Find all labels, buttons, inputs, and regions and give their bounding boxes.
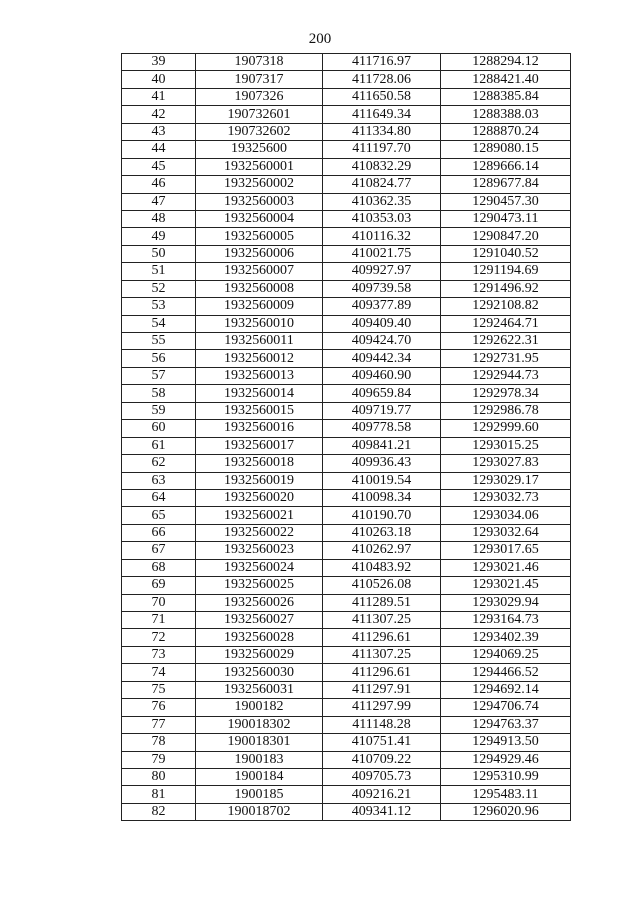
- row-index-cell: 39: [122, 54, 196, 71]
- y-coordinate-cell: 1288870.24: [441, 123, 571, 140]
- table-row: [122, 559, 571, 576]
- x-coordinate-cell: 410353.03: [323, 210, 441, 227]
- row-index-cell: 70: [122, 594, 196, 611]
- row-index-cell: 56: [122, 350, 196, 367]
- row-index-cell: 74: [122, 664, 196, 681]
- row-index-cell: 48: [122, 210, 196, 227]
- x-coordinate-cell: 410263.18: [323, 524, 441, 541]
- row-index-cell: 71: [122, 612, 196, 629]
- row-index-cell: 72: [122, 629, 196, 646]
- y-coordinate-cell: 1293021.45: [441, 577, 571, 594]
- y-coordinate-cell: 1292622.31: [441, 333, 571, 350]
- point-id-cell: 1932560030: [196, 664, 323, 681]
- row-index-cell: 40: [122, 71, 196, 88]
- y-coordinate-cell: 1289677.84: [441, 176, 571, 193]
- point-id-cell: 1932560011: [196, 333, 323, 350]
- row-index-cell: 47: [122, 193, 196, 210]
- point-id-cell: 1932560017: [196, 437, 323, 454]
- x-coordinate-cell: 410116.32: [323, 228, 441, 245]
- x-coordinate-cell: 409442.34: [323, 350, 441, 367]
- table-row: [122, 210, 571, 227]
- table-row: [122, 716, 571, 733]
- y-coordinate-cell: 1289080.15: [441, 141, 571, 158]
- y-coordinate-cell: 1293032.64: [441, 524, 571, 541]
- y-coordinate-cell: 1294692.14: [441, 681, 571, 698]
- table-row: [122, 176, 571, 193]
- y-coordinate-cell: 1294913.50: [441, 734, 571, 751]
- x-coordinate-cell: 410262.97: [323, 542, 441, 559]
- point-id-cell: 1907326: [196, 88, 323, 105]
- x-coordinate-cell: 411716.97: [323, 54, 441, 71]
- table-row: [122, 751, 571, 768]
- page-number: 200: [308, 31, 332, 47]
- y-coordinate-cell: 1294466.52: [441, 664, 571, 681]
- y-coordinate-cell: 1293021.46: [441, 559, 571, 576]
- y-coordinate-cell: 1293027.83: [441, 455, 571, 472]
- y-coordinate-cell: 1290473.11: [441, 210, 571, 227]
- point-id-cell: 1932560014: [196, 385, 323, 402]
- row-index-cell: 41: [122, 88, 196, 105]
- y-coordinate-cell: 1296020.96: [441, 803, 571, 820]
- row-index-cell: 68: [122, 559, 196, 576]
- x-coordinate-cell: 411289.51: [323, 594, 441, 611]
- point-id-cell: 1932560019: [196, 472, 323, 489]
- y-coordinate-cell: 1288388.03: [441, 106, 571, 123]
- coordinates-table: [121, 53, 571, 821]
- table-row: [122, 594, 571, 611]
- coordinates-table-body: [122, 54, 571, 821]
- y-coordinate-cell: 1294069.25: [441, 646, 571, 663]
- row-index-cell: 50: [122, 245, 196, 262]
- row-index-cell: 52: [122, 280, 196, 297]
- table-row: [122, 472, 571, 489]
- x-coordinate-cell: 409216.21: [323, 786, 441, 803]
- table-row: [122, 245, 571, 262]
- row-index-cell: 62: [122, 455, 196, 472]
- row-index-cell: 76: [122, 699, 196, 716]
- point-id-cell: 1932560013: [196, 367, 323, 384]
- x-coordinate-cell: 411334.80: [323, 123, 441, 140]
- row-index-cell: 53: [122, 298, 196, 315]
- point-id-cell: 1932560027: [196, 612, 323, 629]
- x-coordinate-cell: 411649.34: [323, 106, 441, 123]
- row-index-cell: 77: [122, 716, 196, 733]
- row-index-cell: 43: [122, 123, 196, 140]
- table-row: [122, 489, 571, 506]
- point-id-cell: 1932560003: [196, 193, 323, 210]
- table-row: [122, 664, 571, 681]
- table-row: [122, 71, 571, 88]
- row-index-cell: 44: [122, 141, 196, 158]
- y-coordinate-cell: 1292978.34: [441, 385, 571, 402]
- point-id-cell: 1932560005: [196, 228, 323, 245]
- row-index-cell: 59: [122, 402, 196, 419]
- y-coordinate-cell: 1293032.73: [441, 489, 571, 506]
- y-coordinate-cell: 1293402.39: [441, 629, 571, 646]
- table-row: [122, 228, 571, 245]
- x-coordinate-cell: 411148.28: [323, 716, 441, 733]
- table-row: [122, 577, 571, 594]
- row-index-cell: 46: [122, 176, 196, 193]
- y-coordinate-cell: 1293017.65: [441, 542, 571, 559]
- table-row: [122, 786, 571, 803]
- x-coordinate-cell: 410019.54: [323, 472, 441, 489]
- table-row: [122, 542, 571, 559]
- y-coordinate-cell: 1294706.74: [441, 699, 571, 716]
- table-row: [122, 402, 571, 419]
- table-row: [122, 54, 571, 71]
- table-row: [122, 333, 571, 350]
- y-coordinate-cell: 1294763.37: [441, 716, 571, 733]
- point-id-cell: 1900185: [196, 786, 323, 803]
- x-coordinate-cell: 409778.58: [323, 420, 441, 437]
- x-coordinate-cell: 410526.08: [323, 577, 441, 594]
- x-coordinate-cell: 411307.25: [323, 612, 441, 629]
- point-id-cell: 1907318: [196, 54, 323, 71]
- row-index-cell: 58: [122, 385, 196, 402]
- point-id-cell: 190018702: [196, 803, 323, 820]
- row-index-cell: 75: [122, 681, 196, 698]
- point-id-cell: 1932560015: [196, 402, 323, 419]
- row-index-cell: 49: [122, 228, 196, 245]
- table-row: [122, 315, 571, 332]
- y-coordinate-cell: 1293034.06: [441, 507, 571, 524]
- point-id-cell: 190018301: [196, 734, 323, 751]
- table-row: [122, 420, 571, 437]
- x-coordinate-cell: 409739.58: [323, 280, 441, 297]
- x-coordinate-cell: 410362.35: [323, 193, 441, 210]
- table-row: [122, 141, 571, 158]
- table-row: [122, 263, 571, 280]
- point-id-cell: 1900182: [196, 699, 323, 716]
- point-id-cell: 1932560023: [196, 542, 323, 559]
- point-id-cell: 1932560031: [196, 681, 323, 698]
- table-row: [122, 681, 571, 698]
- row-index-cell: 78: [122, 734, 196, 751]
- x-coordinate-cell: 409841.21: [323, 437, 441, 454]
- row-index-cell: 64: [122, 489, 196, 506]
- point-id-cell: 190018302: [196, 716, 323, 733]
- row-index-cell: 67: [122, 542, 196, 559]
- point-id-cell: 190732601: [196, 106, 323, 123]
- x-coordinate-cell: 409936.43: [323, 455, 441, 472]
- y-coordinate-cell: 1291496.92: [441, 280, 571, 297]
- table-row: [122, 88, 571, 105]
- row-index-cell: 63: [122, 472, 196, 489]
- x-coordinate-cell: 410832.29: [323, 158, 441, 175]
- point-id-cell: 1932560009: [196, 298, 323, 315]
- x-coordinate-cell: 410483.92: [323, 559, 441, 576]
- row-index-cell: 65: [122, 507, 196, 524]
- point-id-cell: 1932560025: [196, 577, 323, 594]
- x-coordinate-cell: 411296.61: [323, 664, 441, 681]
- point-id-cell: 1900183: [196, 751, 323, 768]
- x-coordinate-cell: 411297.99: [323, 699, 441, 716]
- table-row: [122, 298, 571, 315]
- row-index-cell: 61: [122, 437, 196, 454]
- y-coordinate-cell: 1292108.82: [441, 298, 571, 315]
- row-index-cell: 57: [122, 367, 196, 384]
- x-coordinate-cell: 409659.84: [323, 385, 441, 402]
- x-coordinate-cell: 409377.89: [323, 298, 441, 315]
- row-index-cell: 69: [122, 577, 196, 594]
- y-coordinate-cell: 1290847.20: [441, 228, 571, 245]
- point-id-cell: 1900184: [196, 768, 323, 785]
- table-row: [122, 123, 571, 140]
- x-coordinate-cell: 411307.25: [323, 646, 441, 663]
- table-row: [122, 437, 571, 454]
- x-coordinate-cell: 410751.41: [323, 734, 441, 751]
- point-id-cell: 190732602: [196, 123, 323, 140]
- point-id-cell: 1932560022: [196, 524, 323, 541]
- row-index-cell: 42: [122, 106, 196, 123]
- y-coordinate-cell: 1294929.46: [441, 751, 571, 768]
- table-row: [122, 629, 571, 646]
- row-index-cell: 79: [122, 751, 196, 768]
- row-index-cell: 80: [122, 768, 196, 785]
- x-coordinate-cell: 409705.73: [323, 768, 441, 785]
- y-coordinate-cell: 1293015.25: [441, 437, 571, 454]
- row-index-cell: 55: [122, 333, 196, 350]
- table-row: [122, 367, 571, 384]
- y-coordinate-cell: 1295310.99: [441, 768, 571, 785]
- row-index-cell: 66: [122, 524, 196, 541]
- y-coordinate-cell: 1288294.12: [441, 54, 571, 71]
- x-coordinate-cell: 409460.90: [323, 367, 441, 384]
- y-coordinate-cell: 1295483.11: [441, 786, 571, 803]
- y-coordinate-cell: 1290457.30: [441, 193, 571, 210]
- table-row: [122, 507, 571, 524]
- row-index-cell: 45: [122, 158, 196, 175]
- row-index-cell: 81: [122, 786, 196, 803]
- point-id-cell: 1932560021: [196, 507, 323, 524]
- x-coordinate-cell: 409424.70: [323, 333, 441, 350]
- table-row: [122, 734, 571, 751]
- y-coordinate-cell: 1292464.71: [441, 315, 571, 332]
- point-id-cell: 1907317: [196, 71, 323, 88]
- x-coordinate-cell: 410021.75: [323, 245, 441, 262]
- table-row: [122, 280, 571, 297]
- point-id-cell: 1932560002: [196, 176, 323, 193]
- row-index-cell: 82: [122, 803, 196, 820]
- y-coordinate-cell: 1289666.14: [441, 158, 571, 175]
- point-id-cell: 1932560007: [196, 263, 323, 280]
- x-coordinate-cell: 409409.40: [323, 315, 441, 332]
- y-coordinate-cell: 1292999.60: [441, 420, 571, 437]
- table-row: [122, 158, 571, 175]
- row-index-cell: 54: [122, 315, 196, 332]
- y-coordinate-cell: 1291040.52: [441, 245, 571, 262]
- x-coordinate-cell: 409719.77: [323, 402, 441, 419]
- point-id-cell: 1932560029: [196, 646, 323, 663]
- row-index-cell: 51: [122, 263, 196, 280]
- point-id-cell: 1932560004: [196, 210, 323, 227]
- table-row: [122, 455, 571, 472]
- point-id-cell: 1932560028: [196, 629, 323, 646]
- row-index-cell: 73: [122, 646, 196, 663]
- table-row: [122, 106, 571, 123]
- x-coordinate-cell: 411297.91: [323, 681, 441, 698]
- table-row: [122, 612, 571, 629]
- x-coordinate-cell: 411197.70: [323, 141, 441, 158]
- y-coordinate-cell: 1293164.73: [441, 612, 571, 629]
- point-id-cell: 1932560026: [196, 594, 323, 611]
- x-coordinate-cell: 410709.22: [323, 751, 441, 768]
- point-id-cell: 1932560020: [196, 489, 323, 506]
- point-id-cell: 1932560008: [196, 280, 323, 297]
- table-row: [122, 193, 571, 210]
- point-id-cell: 1932560001: [196, 158, 323, 175]
- y-coordinate-cell: 1293029.17: [441, 472, 571, 489]
- table-row: [122, 768, 571, 785]
- x-coordinate-cell: 410098.34: [323, 489, 441, 506]
- y-coordinate-cell: 1292731.95: [441, 350, 571, 367]
- table-row: [122, 350, 571, 367]
- y-coordinate-cell: 1288421.40: [441, 71, 571, 88]
- y-coordinate-cell: 1288385.84: [441, 88, 571, 105]
- table-row: [122, 803, 571, 820]
- point-id-cell: 1932560016: [196, 420, 323, 437]
- point-id-cell: 1932560012: [196, 350, 323, 367]
- point-id-cell: 1932560006: [196, 245, 323, 262]
- x-coordinate-cell: 410824.77: [323, 176, 441, 193]
- x-coordinate-cell: 411296.61: [323, 629, 441, 646]
- y-coordinate-cell: 1291194.69: [441, 263, 571, 280]
- x-coordinate-cell: 409341.12: [323, 803, 441, 820]
- x-coordinate-cell: 409927.97: [323, 263, 441, 280]
- x-coordinate-cell: 410190.70: [323, 507, 441, 524]
- table-row: [122, 524, 571, 541]
- y-coordinate-cell: 1292986.78: [441, 402, 571, 419]
- point-id-cell: 1932560010: [196, 315, 323, 332]
- table-row: [122, 385, 571, 402]
- y-coordinate-cell: 1293029.94: [441, 594, 571, 611]
- table-row: [122, 646, 571, 663]
- table-row: [122, 699, 571, 716]
- point-id-cell: 19325600: [196, 141, 323, 158]
- x-coordinate-cell: 411728.06: [323, 71, 441, 88]
- point-id-cell: 1932560024: [196, 559, 323, 576]
- x-coordinate-cell: 411650.58: [323, 88, 441, 105]
- y-coordinate-cell: 1292944.73: [441, 367, 571, 384]
- row-index-cell: 60: [122, 420, 196, 437]
- point-id-cell: 1932560018: [196, 455, 323, 472]
